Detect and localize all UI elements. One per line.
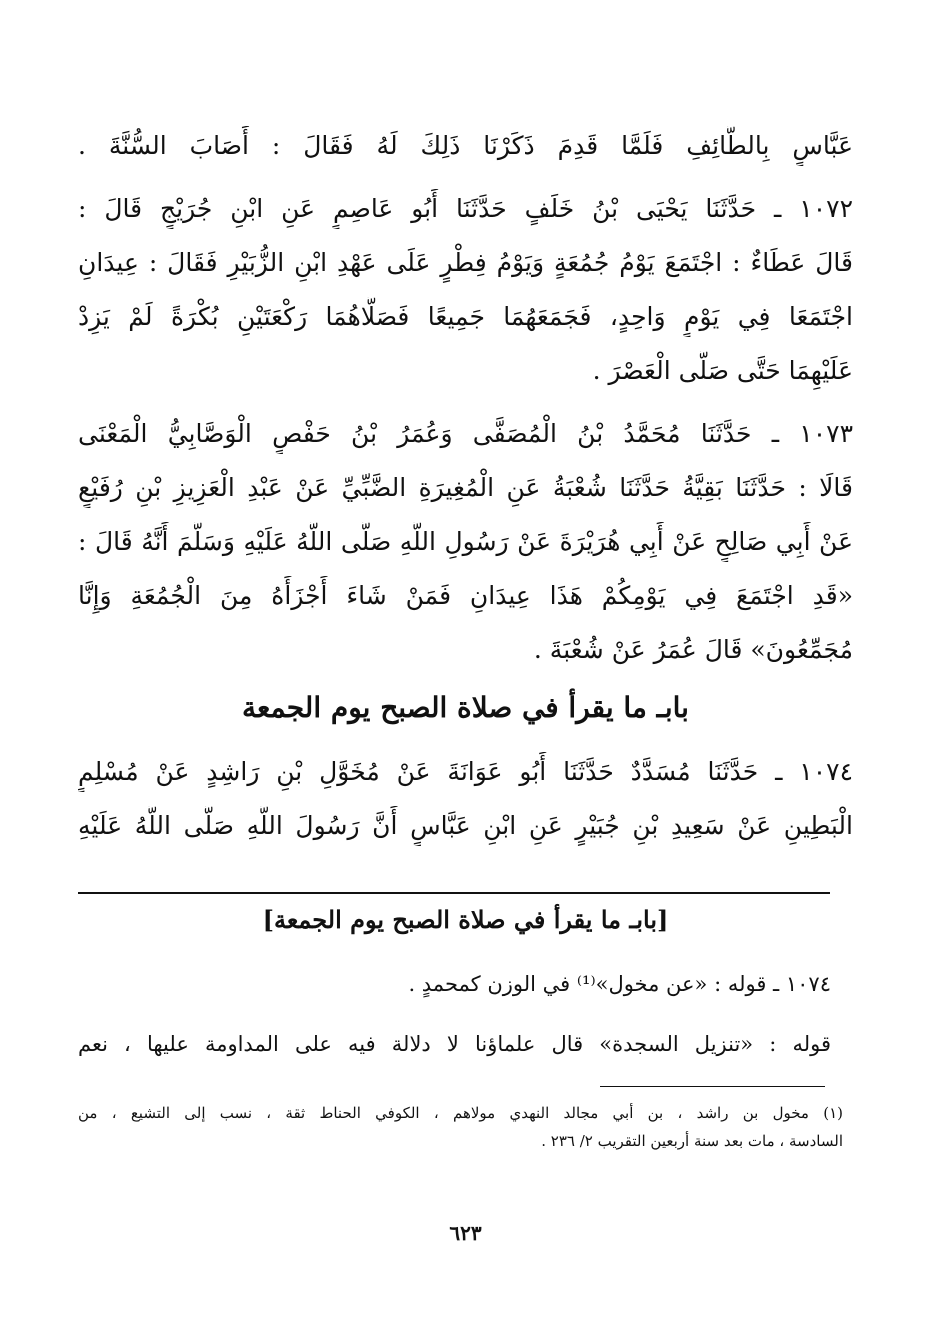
commentary-heading: [بابـ ما يقرأ في صلاة الصبح يوم الجمعة] — [262, 905, 669, 934]
hadith-1072-line-3: اجْتَمَعَا فِي يَوْمٍ وَاحِدٍ، فَجَمَعَهُمَا جَمِيعًا فَصَلَّاهُمَا رَكْعَتَيْنِ بُكْرَةً لَمْ يَزِدْ — [78, 302, 853, 331]
main-text-line-1: عَبَّاسٍ بِالطَّائِفِ فَلَمَّا قَدِمَ ذَكَرْنَا ذَلِكَ لَهُ فَقَالَ : أَصَابَ السُّنَّةَ . — [78, 131, 853, 160]
section-heading: بابـ ما يقرأ في صلاة الصبح يوم الجمعة — [242, 691, 689, 724]
footnote-line-1: (١) مخول بن راشد ، بن أبي مجالد النهدي مولاهم ، الكوفي الحناط ثقة ، نسب إلى التشيع ، من — [78, 1104, 843, 1122]
commentary-line-1: ١٠٧٤ ـ قوله : «عن مخول»⁽¹⁾ في الوزن كمحمدٍ . — [408, 972, 831, 996]
page-number: ٦٢٣ — [449, 1221, 482, 1245]
footnote-line-2: السادسة ، مات بعد سنة أربعين التقريب ٢/ ٢٣٦ . — [541, 1132, 843, 1150]
hadith-1072-line-4: عَلَيْهِمَا حَتَّى صَلَّى الْعَصْرَ . — [592, 356, 853, 385]
hadith-1074-line-1: ١٠٧٤ ـ حَدَّثَنَا مُسَدَّدٌ حَدَّثَنَا أَبُو عَوَانَةَ عَنْ مُخَوَّلِ بْنِ رَاشِدٍ عَنْ مُسْلِمٍ — [78, 757, 853, 786]
hadith-1074-line-2: الْبَطِينِ عَنْ سَعِيدِ بْنِ جُبَيْرٍ عَنِ ابْنِ عَبَّاسٍ أَنَّ رَسُولَ اللَّهِ صَلَّى اللَّهُ عَلَيْهِ — [78, 811, 853, 840]
hadith-1073-line-1: ١٠٧٣ ـ حَدَّثَنَا مُحَمَّدُ بْنُ الْمُصَفَّى وَعُمَرُ بْنُ حَفْصٍ الْوَصَّابِيُّ الْمَعْنَى — [78, 419, 853, 448]
commentary-line-2: قوله : «تنزيل السجدة» قال علماؤنا لا دلالة فيه على المداومة عليها ، نعم — [78, 1032, 831, 1056]
hadith-1073-line-4: «قَدِ اجْتَمَعَ فِي يَوْمِكُمْ هَذَا عِيدَانِ فَمَنْ شَاءَ أَجْزَأَهُ مِنَ الْجُمُعَةِ وَإِنَّا — [78, 581, 853, 610]
hadith-1072-line-2: قَالَ عَطَاءٌ : اجْتَمَعَ يَوْمُ جُمُعَةٍ وَيَوْمُ فِطْرٍ عَلَى عَهْدِ ابْنِ الزُّبَيْرِ فَقَالَ : عِيدَانِ — [78, 248, 853, 277]
hadith-1072-line-1: ١٠٧٢ ـ حَدَّثَنَا يَحْيَى بْنُ خَلَفٍ حَدَّثَنَا أَبُو عَاصِمٍ عَنِ ابْنِ جُرَيْجٍ قَالَ : — [78, 194, 853, 223]
footnote-divider — [600, 1086, 825, 1087]
hadith-1073-line-3: عَنْ أَبِي صَالِحٍ عَنْ أَبِي هُرَيْرَةَ عَنْ رَسُولِ اللَّهِ صَلَّى اللَّهُ عَلَيْهِ وَسَلَّمَ أَنَّهُ قَالَ : — [78, 527, 853, 556]
hadith-1073-line-2: قَالَا : حَدَّثَنَا بَقِيَّةُ حَدَّثَنَا شُعْبَةُ عَنِ الْمُغِيرَةِ الضَّبِّيِّ عَنْ عَبْدِ الْعَزِيزِ بْنِ رُفَيْعٍ — [78, 473, 853, 502]
main-commentary-divider — [78, 892, 830, 894]
hadith-1073-line-5: مُجَمِّعُونَ» قَالَ عُمَرُ عَنْ شُعْبَةَ . — [533, 635, 853, 664]
